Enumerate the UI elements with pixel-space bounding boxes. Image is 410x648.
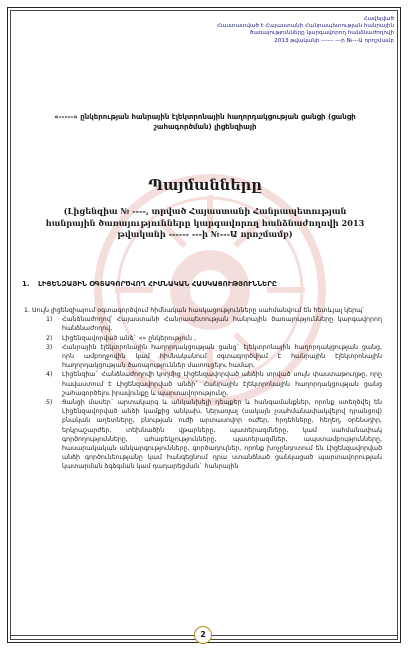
- list-item: [46, 343, 382, 371]
- list-item-text: Հանձնաժողով՝ Հայաստանի Հանրապետության հանրային ծառայությունները կարգավորող հանձնաժողով,: [62, 316, 382, 333]
- page-number: 2: [194, 626, 212, 644]
- header-line: Հավելված: [363, 16, 394, 22]
- list-item: [46, 398, 382, 472]
- list-item-number: 1): [46, 316, 53, 324]
- list-item-text: Լիցենզիա` Հանձնաժողովի կողմից Լիցենզավորված անձին տրված սույն փաստաթուղթը, որը հավաստում է Լիցենզավորված անձի` Հանրային էլեկտրոնային հաղորդակցության ցանց շահագործելու իրավունքը և պարտավորությունը,: [62, 371, 382, 397]
- list-item-text: Ցանցի մասեր` արտակարգ և անկանխելի դեպքեր և հանգամանքներ, որոնք ստեղծվել են Լիցենզավորված անձի կամքից անկախ, ներառյալ (սակայն չսահմանափակվելով դրանցով) բնական աղետները, բնության ուժի արտասովոր ուժեր, հրդեհները, հեղեղ, օրենսդիր, երկրաշարժեր, տեխնածին վթարները, պատերազմները, կամ սահմանափակ գործողությունները, ահաբեկչությունները, պատերազմներ, ապստամբությունները, հասարակական անկարգությունները, գործադուլներ, որոնք խոչընդոտում են Լիցենզավորված անձի գործունեությանը կամ հանգեցնում դրա ստանձնած ցանկացած պարտավորության կատարման ձգձգման կամ դադարեցման` հանրային: [62, 399, 382, 471]
- list-item-number: 5): [46, 399, 53, 407]
- header-line: ծառայությունները կարգավորող հանձնաժողովի: [249, 30, 394, 37]
- list-item-text: Հանրային էլեկտրոնային հաղորդակցության ցանց` էլեկտրոնային հաղորդակցության ցանց, որն ամբողջովին կամ հիմնականում օգտագործվում է հանրային էլեկտրոնային հաղորդակցության ծառայություններ մատուցելու համար,: [62, 343, 382, 370]
- section-number: 1.: [22, 280, 30, 288]
- list-item: [46, 334, 382, 343]
- section-heading: [22, 280, 277, 288]
- intro-paragraph: 1. Սույն լիցենզիայում օգտագործվում հիմնական հասկացությունները սահմանվում են հետևյալ կերպ՝: [24, 307, 364, 314]
- list-item-number: 3): [46, 343, 53, 351]
- section-title: ԼԻՑԵՆԶԱՅԻՆ ՕԳՏԱԳՈՐԾՎՈՂ ՀԻՄՆԱԿԱՆ ՀԱՍԿԱՑՈՒԹՅՈՒՆՆԵՐԸ: [38, 280, 277, 288]
- list-item-text: Լիցենզավորված անձ` «» ընկերություն ,: [62, 334, 197, 342]
- document-subject: «-----» ընկերության հանրային էլեկտրոնային հաղորդակցության ցանցի (ցանցի շահագործման) լիցենզիայի: [54, 113, 356, 131]
- license-reference: (Լիցենզիա № ----, տրված Հայաստանի Հանրապետության հանրային ծառայությունները կարգավորող հանձնաժողովի 2013 թվականի ------ ---ի №---Ա որոշմամբ): [45, 206, 365, 239]
- list-item-number: 2): [46, 334, 53, 342]
- header-line: Հաստատված է Հայաստանի Հանրապետության հանրային: [217, 23, 394, 30]
- document-title: Պայմանները: [148, 177, 262, 194]
- list-item: [46, 370, 382, 398]
- header-line: 2013 թվականի ------ ---ի №---Ա որոշմամբ: [274, 37, 394, 44]
- approval-header: [217, 16, 394, 45]
- document-body: [24, 306, 382, 472]
- list-item: [46, 315, 382, 333]
- list-item-number: 4): [46, 371, 53, 379]
